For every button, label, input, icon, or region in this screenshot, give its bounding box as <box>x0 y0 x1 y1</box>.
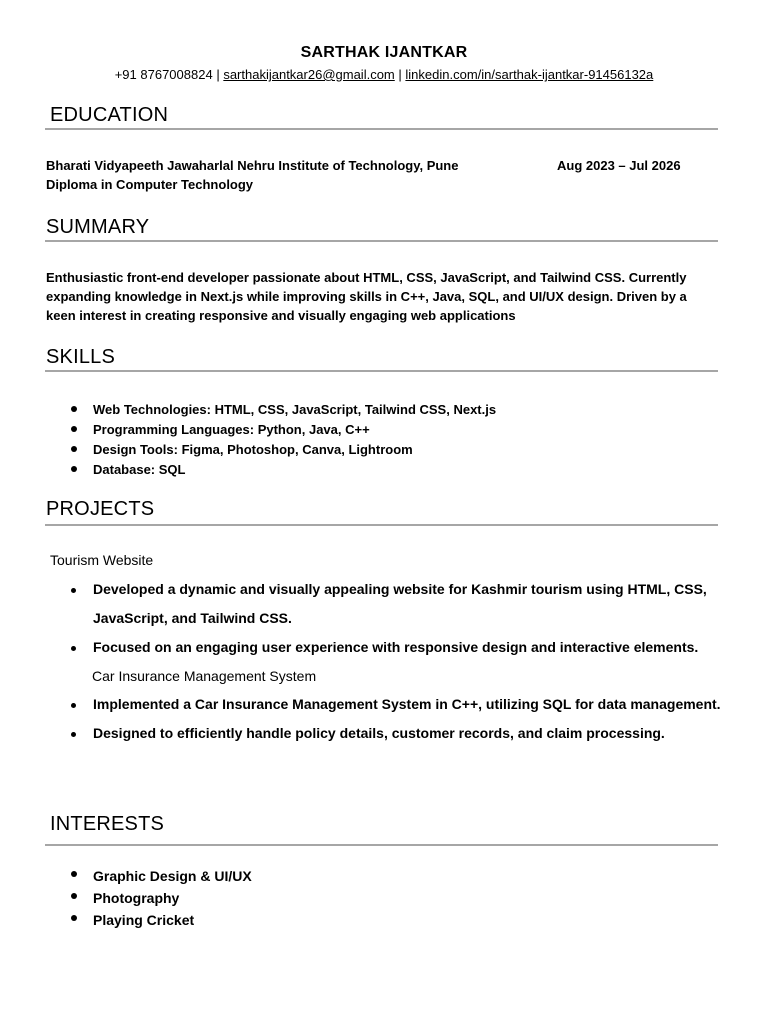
list-item: Design Tools: Figma, Photoshop, Canva, Lightroom <box>46 440 496 460</box>
interests-divider <box>45 844 718 846</box>
education-institution: Bharati Vidyapeeth Jawaharlal Nehru Institute of Technology, Pune <box>46 158 459 173</box>
list-item: Photography <box>46 887 252 909</box>
education-dates: Aug 2023 – Jul 2026 <box>557 158 681 173</box>
contact-separator: | <box>216 67 220 82</box>
education-degree: Diploma in Computer Technology <box>46 177 254 192</box>
linkedin-link[interactable]: linkedin.com/in/sarthak-ijantkar-91456132a <box>405 67 654 82</box>
email-link[interactable]: sarthakijantkar26@gmail.com <box>223 67 395 82</box>
phone-number: +91 8767008824 <box>114 67 213 82</box>
list-item: Programming Languages: Python, Java, C++ <box>46 420 496 440</box>
list-item: Implemented a Car Insurance Management System in C++, utilizing SQL for data management. <box>46 690 768 719</box>
project-bullets-car-insurance <box>46 690 768 748</box>
project-title-tourism: Tourism Website <box>50 552 154 568</box>
skills-heading: SKILLS <box>46 346 116 368</box>
interests-list <box>46 865 252 931</box>
summary-line: Enthusiastic front-end developer passionate about HTML, CSS, JavaScript, and Tailwind CSS. Currently <box>46 270 687 285</box>
candidate-name: SARTHAK IJANTKAR <box>300 44 468 61</box>
list-item: Focused on an engaging user experience with responsive design and interactive elements. <box>46 633 768 662</box>
education-heading: EDUCATION <box>50 104 169 126</box>
interests-heading: INTERESTS <box>50 813 165 835</box>
list-item: Database: SQL <box>46 460 496 480</box>
list-item: Developed a dynamic and visually appealing website for Kashmir tourism using HTML, CSS, JavaScript, and Tailwind CSS. <box>46 575 768 633</box>
summary-line: expanding knowledge in Next.js while improving skills in C++, Java, SQL, and UI/UX design. Driven by a <box>46 289 687 304</box>
summary-text <box>46 268 718 325</box>
summary-divider <box>45 240 718 242</box>
list-item: Graphic Design & UI/UX <box>46 865 252 887</box>
education-divider <box>45 128 718 130</box>
projects-heading: PROJECTS <box>46 498 155 520</box>
projects-divider <box>45 524 718 526</box>
skills-divider <box>45 370 718 372</box>
project-title-car-insurance: Car Insurance Management System <box>92 668 317 684</box>
list-item: Web Technologies: HTML, CSS, JavaScript, Tailwind CSS, Next.js <box>46 400 496 420</box>
project-bullets-tourism <box>46 575 768 662</box>
summary-line: keen interest in creating responsive and visually engaging web applications <box>46 308 516 323</box>
list-item: Playing Cricket <box>46 909 252 931</box>
contact-line <box>0 67 768 82</box>
skills-list <box>46 400 496 480</box>
list-item: Designed to efficiently handle policy details, customer records, and claim processing. <box>46 719 768 748</box>
summary-heading: SUMMARY <box>46 216 150 238</box>
contact-separator: | <box>398 67 402 82</box>
